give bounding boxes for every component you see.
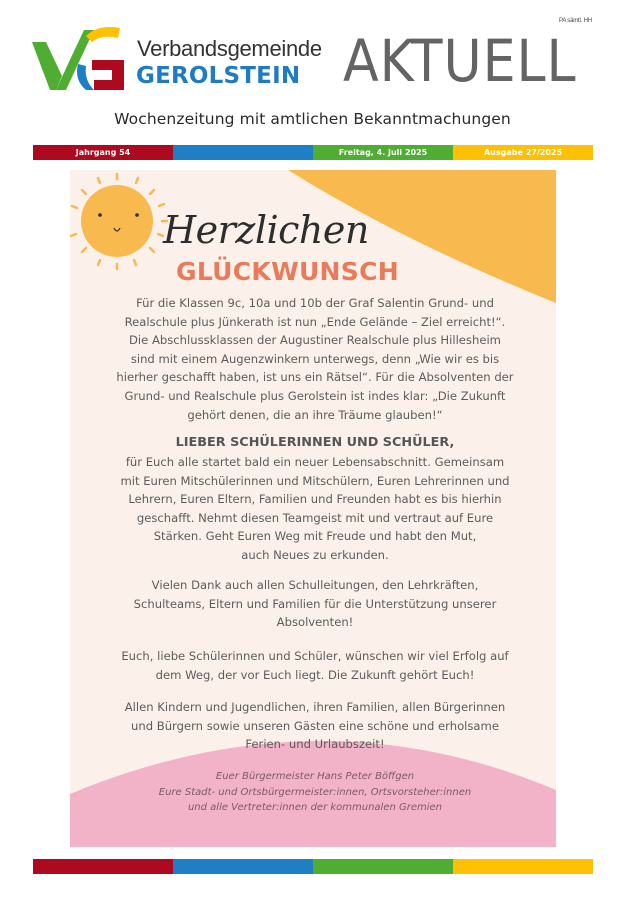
footer-bar-red <box>33 859 173 874</box>
text-line: Lehrern, Euren Eltern, Familien und Freunden habt es bis hierhin <box>128 492 502 507</box>
paragraph-thanks <box>80 576 550 632</box>
text-line: für Euch alle startet bald ein neuer Lebensabschnitt. Gemeinsam <box>125 455 505 469</box>
paragraph-wishes <box>80 647 550 684</box>
text-line: auch Neues zu erkunden. <box>241 547 389 562</box>
heading-glueckwunsch: GLÜCKWUNSCH <box>176 257 399 286</box>
text-line: mit Euren Mitschülerinnen und Mitschülern, Euren Lehrerinnen und <box>120 473 510 488</box>
text-line: geschafft. Nehmt diesen Teamgeist mit und vertraut auf Eure <box>136 510 494 525</box>
signature-block <box>80 769 550 816</box>
text-line: Euch, liebe Schülerinnen und Schüler, wünschen wir viel Erfolg auf <box>121 649 509 663</box>
footer-color-bar <box>33 859 593 874</box>
issue-date: Freitag, 4. Juli 2025 <box>313 145 453 160</box>
script-heading-herzlichen: Herzlichen <box>163 208 369 252</box>
brand-line-gerolstein: GEROLSTEIN <box>136 63 301 89</box>
text-line: Grund- und Realschule plus Gerolstein ist indes klar: „Die Zukunft <box>124 388 506 403</box>
text-line: Vielen Dank auch allen Schulleitungen, den Lehrkräften, <box>151 578 479 592</box>
signature-line: Eure Stadt- und Ortsbürgermeister:innen, Ortsvorsteher:innen <box>158 786 472 798</box>
text-line: Stärken. Geht Euren Weg mit Freude und habt den Mut, <box>153 529 477 544</box>
heading-students: LIEBER SCHÜLERINNEN UND SCHÜLER, <box>175 435 455 450</box>
text-line: Für die Klassen 9c, 10a und 10b der Graf Salentin Grund- und <box>136 296 494 310</box>
issue-number: Ausgabe 27/2025 <box>453 145 593 160</box>
text-line: Absolventen! <box>276 615 354 630</box>
newspaper-subtitle: Wochenzeitung mit amtlichen Bekanntmachungen <box>114 110 511 128</box>
text-line: Die Abschlussklassen der Augustiner Realschule plus Hillesheim <box>129 333 501 348</box>
text-line: und Bürgern sowie unseren Gästen eine schöne und erholsame <box>131 718 499 733</box>
logo-g-top <box>86 27 120 42</box>
info-bar-blank <box>173 145 313 160</box>
masthead-aktuell: AKTUELL <box>343 27 577 95</box>
text-line: sind mit einem Augenzwinkern unterwegs, denn „Wie wir es bis <box>130 351 500 366</box>
postage-note: PA sämtl. HH <box>559 18 592 24</box>
signature-line: und alle Vertreter:innen der kommunalen Gremien <box>187 802 443 814</box>
text-line: gehört denen, die an ihre Träume glauben!“ <box>187 407 443 422</box>
text-line: Allen Kindern und Jugendlichen, ihren Familien, allen Bürgerinnen <box>124 700 506 714</box>
logo-g-left <box>77 64 94 90</box>
signature-line: Euer Bürgermeister Hans Peter Böffgen <box>215 771 415 782</box>
footer-bar-green <box>313 859 453 874</box>
text-line: Realschule plus Jünkerath ist nun „Ende Gelände – Ziel erreicht!“. <box>124 314 506 329</box>
paragraph-holidays <box>80 698 550 754</box>
smiling-sun-icon <box>71 174 167 269</box>
footer-bar-blue <box>173 859 313 874</box>
text-line: Ferien- und Urlaubszeit! <box>245 737 385 752</box>
footer-bar-yellow <box>453 859 593 874</box>
vg-logo-icon <box>32 24 128 92</box>
logo-g-body <box>92 60 124 90</box>
text-line: Schulteams, Eltern und Familien für die Unterstützung unserer <box>133 596 497 611</box>
info-bar <box>33 145 593 160</box>
text-line: dem Weg, der vor Euch liegt. Die Zukunft gehört Euch! <box>155 667 475 682</box>
volume-label: Jahrgang 54 <box>33 145 173 160</box>
logo-v-left <box>32 42 62 90</box>
paragraph-students <box>80 453 550 565</box>
paragraph-schools <box>80 294 550 424</box>
brand-line-verbandsgemeinde: Verbandsgemeinde <box>137 36 322 61</box>
text-line: hierher geschafft haben, ist uns ein Rätsel“. Für die Absolventen der <box>116 370 514 385</box>
logo-v-right <box>56 30 94 90</box>
